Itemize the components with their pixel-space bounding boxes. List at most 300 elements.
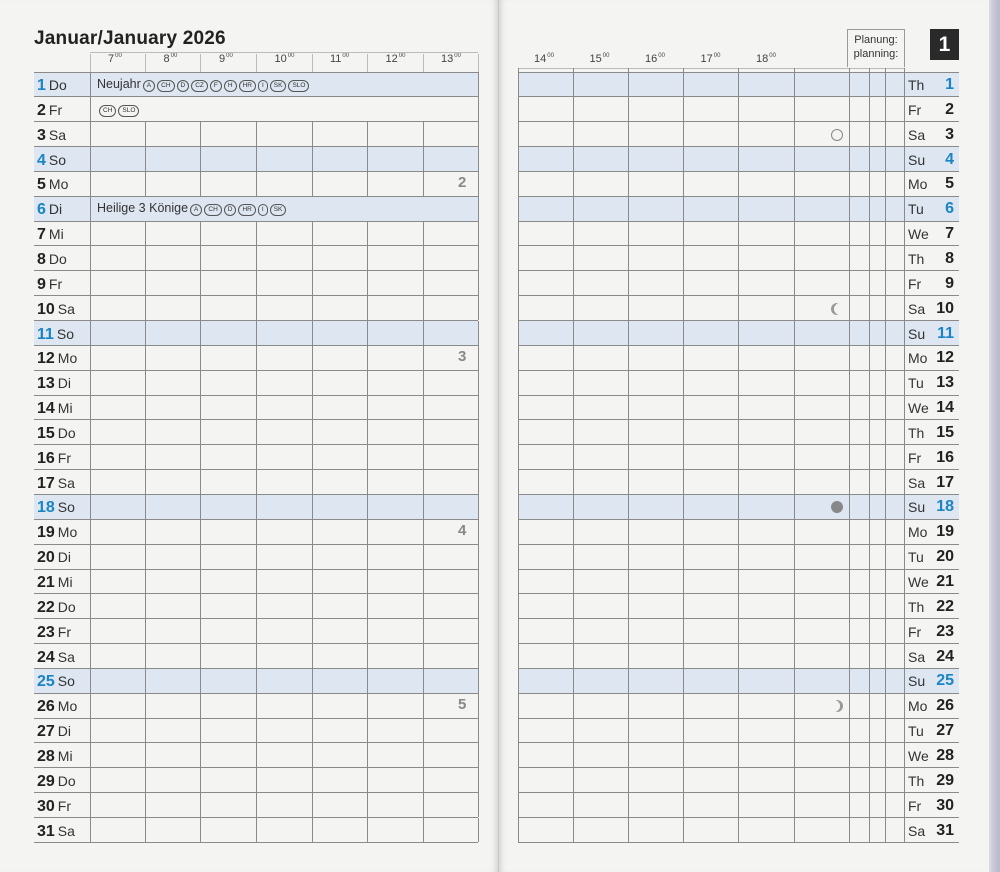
column-line: [423, 693, 424, 718]
moon-full-outline-icon: [831, 129, 843, 141]
column-line: [849, 68, 850, 842]
column-line: [312, 271, 313, 296]
weekday-de: Sa: [57, 300, 75, 317]
column-line: [312, 594, 313, 619]
column-line: [200, 519, 201, 544]
column-line: [423, 370, 424, 395]
column-line: [885, 68, 886, 842]
country-chip: CH: [99, 105, 116, 117]
column-line: [478, 519, 479, 544]
column-line: [200, 768, 201, 793]
right-day-label-3: [908, 125, 954, 145]
day-number: 14: [37, 400, 55, 418]
row-line-left: [34, 96, 478, 97]
right-day-label-12: [908, 349, 954, 368]
right-day-label-14: [908, 399, 954, 418]
weekday-en: Tu: [908, 549, 924, 566]
column-line: [200, 171, 201, 196]
day-label-21: [37, 573, 73, 592]
column-line: [145, 743, 146, 768]
right-day-label-7: [908, 225, 954, 244]
column-line: [423, 718, 424, 743]
day-number: 1: [37, 77, 46, 94]
weekday-de: Fr: [48, 275, 63, 292]
column-line: [367, 271, 368, 296]
column-line: [478, 619, 479, 644]
right-day-label-27: [908, 722, 954, 741]
column-line: [90, 594, 91, 619]
weekday-en: Su: [908, 499, 926, 516]
day-number: 12: [37, 350, 55, 368]
column-line: [145, 619, 146, 644]
day-number: 20: [37, 549, 55, 567]
column-line: [312, 494, 313, 519]
weekday-en: Th: [908, 772, 925, 789]
column-line: [312, 619, 313, 644]
column-line: [478, 644, 479, 669]
day-number: 11: [37, 325, 54, 343]
column-line: [145, 818, 146, 843]
column-line: [478, 370, 479, 395]
day-label-18: [37, 498, 75, 517]
weekday-en: Mo: [908, 176, 928, 193]
weekday-en: Th: [908, 77, 925, 93]
weekday-de: Di: [57, 723, 72, 740]
column-line: [145, 718, 146, 743]
day-label-26: [37, 697, 77, 716]
column-line: [367, 345, 368, 370]
day-label-14: [37, 399, 73, 418]
column-line: [478, 693, 479, 718]
day-number: 13: [936, 374, 954, 392]
column-line: [312, 445, 313, 470]
day-number: 21: [37, 574, 55, 591]
day-number: 16: [37, 449, 55, 467]
column-line: [90, 345, 91, 370]
day-number: 16: [936, 448, 954, 466]
right-day-label-2: [908, 100, 954, 120]
column-line: [256, 321, 257, 346]
column-line: [518, 68, 519, 842]
day-number: 21: [936, 573, 954, 590]
right-day-label-25: [908, 672, 954, 691]
country-chip: HR: [238, 204, 255, 216]
column-line: [367, 395, 368, 420]
day-label-19: [37, 523, 77, 542]
weekday-de: So: [57, 673, 75, 690]
column-line: [145, 171, 146, 196]
column-line: [794, 68, 795, 842]
column-line: [367, 693, 368, 718]
day-number: 26: [37, 698, 55, 716]
column-line: [90, 420, 91, 445]
column-line: [367, 122, 368, 147]
column-line: [256, 693, 257, 718]
column-line: [312, 122, 313, 147]
day-number: 8: [945, 249, 954, 267]
day-number: 24: [936, 647, 954, 665]
column-line: [478, 594, 479, 619]
column-line: [478, 321, 479, 346]
column-line: [478, 171, 479, 196]
hour-label: $15^{00}$: [589, 53, 610, 65]
right-day-label-20: [908, 548, 954, 567]
weekday-en: Su: [908, 151, 926, 168]
day-number: 8: [37, 250, 46, 268]
day-number: 10: [37, 300, 55, 318]
column-line: [145, 296, 146, 321]
column-line: [90, 519, 91, 544]
day-label-8: [37, 250, 67, 269]
hour-label: $10^{00}$: [274, 53, 295, 65]
column-line: [478, 569, 479, 594]
column-line: [90, 196, 91, 221]
column-line: [256, 494, 257, 519]
column-line: [423, 296, 424, 321]
day-number: 23: [936, 622, 954, 640]
right-day-label-30: [908, 796, 954, 816]
column-line: [256, 544, 257, 569]
weekday-en: Su: [908, 673, 926, 690]
day-label-31: [37, 822, 75, 841]
column-line: [312, 246, 313, 271]
column-line: [423, 768, 424, 793]
weekday-de: Di: [57, 375, 72, 392]
right-day-label-16: [908, 448, 954, 468]
day-number: 18: [936, 498, 954, 516]
hour-label: $13^{00}$: [441, 53, 461, 65]
column-line: [478, 296, 479, 321]
day-label-5: [37, 175, 68, 194]
weekday-de: Mo: [57, 524, 78, 541]
column-line: [478, 72, 479, 97]
column-line: [145, 395, 146, 420]
right-day-label-13: [908, 374, 954, 393]
column-line: [367, 519, 368, 544]
column-line: [145, 345, 146, 370]
column-line: [145, 420, 146, 445]
right-day-label-29: [908, 771, 954, 791]
column-line: [423, 246, 424, 271]
day-number: 3: [37, 126, 46, 144]
day-number: 17: [936, 473, 954, 491]
hour-label: $7^{00}$: [108, 53, 122, 65]
column-line: [423, 494, 424, 519]
column-line: [423, 569, 424, 594]
day-number: 24: [37, 648, 55, 666]
column-line: [312, 171, 313, 196]
column-line: [200, 718, 201, 743]
column-line: [90, 271, 91, 296]
hour-label: $12^{00}$: [385, 53, 406, 65]
day-label-9: [37, 275, 62, 294]
column-line: [478, 743, 479, 768]
right-day-label-28: [908, 746, 954, 766]
column-line: [200, 147, 201, 172]
weekday-de: Mo: [57, 698, 78, 715]
day-number: 4: [945, 150, 954, 168]
day-number: 7: [37, 226, 46, 244]
column-line: [256, 271, 257, 296]
column-line: [145, 519, 146, 544]
column-line: [312, 793, 313, 818]
column-line: [90, 544, 91, 569]
column-line: [478, 147, 479, 172]
column-line: [312, 693, 313, 718]
hour-label: $11^{00}$: [330, 53, 350, 65]
column-line: [423, 321, 424, 346]
hour-label: $14^{00}$: [534, 53, 554, 65]
day-number: 9: [945, 274, 954, 292]
right-day-label-18: [908, 498, 954, 517]
day-number: 31: [37, 822, 55, 840]
weekday-de: Mo: [48, 176, 69, 193]
hour-label: $16^{00}$: [645, 53, 665, 65]
day-label-20: [37, 548, 71, 567]
country-chip: D: [224, 204, 237, 216]
column-line: [256, 818, 257, 843]
column-line: [478, 768, 479, 793]
column-line: [145, 445, 146, 470]
country-chip: SK: [270, 204, 287, 216]
column-line: [256, 644, 257, 669]
holiday-note: [97, 77, 309, 92]
weekday-en: We: [908, 574, 929, 590]
day-number: 6: [37, 201, 46, 219]
weekday-en: Fr: [908, 449, 922, 466]
weekday-de: Do: [57, 598, 76, 615]
weekday-en: Sa: [908, 474, 926, 491]
planning-label-en: planning:: [853, 48, 899, 60]
column-line: [256, 395, 257, 420]
column-line: [478, 54, 479, 72]
column-line: [200, 818, 201, 843]
column-line: [256, 445, 257, 470]
right-day-label-23: [908, 622, 954, 642]
column-line: [200, 54, 201, 72]
day-label-11: [37, 325, 74, 344]
weekday-de: Di: [48, 201, 63, 218]
column-line: [367, 420, 368, 445]
column-line: [256, 171, 257, 196]
column-line: [423, 221, 424, 246]
column-line: [478, 420, 479, 445]
page-edge: [989, 0, 1000, 872]
day-label-4: [37, 151, 66, 170]
right-day-label-9: [908, 274, 954, 294]
weekday-de: Di: [57, 549, 72, 566]
right-day-label-22: [908, 597, 954, 617]
day-number: 2: [945, 100, 954, 118]
column-line: [90, 246, 91, 271]
column-line: [145, 122, 146, 147]
day-number: 19: [37, 524, 55, 542]
right-day-label-6: [908, 200, 954, 219]
weekday-en: We: [908, 400, 929, 417]
column-line: [367, 818, 368, 843]
column-line: [200, 395, 201, 420]
column-line: [90, 793, 91, 818]
column-line: [145, 246, 146, 271]
column-line: [423, 644, 424, 669]
column-line: [200, 619, 201, 644]
weekday-en: Tu: [908, 201, 924, 218]
column-line: [683, 68, 684, 842]
column-line: [90, 370, 91, 395]
day-number: 10: [936, 299, 954, 317]
column-line: [367, 644, 368, 669]
column-line: [478, 793, 479, 818]
column-line: [367, 221, 368, 246]
weekday-en: Sa: [908, 300, 926, 317]
column-line: [312, 668, 313, 693]
column-line: [200, 246, 201, 271]
column-line: [367, 445, 368, 470]
column-line: [90, 221, 91, 246]
right-day-label-26: [908, 697, 954, 716]
right-day-label-15: [908, 423, 954, 443]
hour-label: $17^{00}$: [700, 53, 721, 65]
column-line: [90, 718, 91, 743]
column-line: [312, 470, 313, 495]
weekday-en: Mo: [908, 350, 928, 367]
weekday-en: Sa: [908, 648, 926, 665]
column-line: [90, 569, 91, 594]
column-line: [145, 271, 146, 296]
day-number: 15: [37, 424, 55, 442]
weekday-de: Sa: [57, 648, 75, 665]
day-number: 6: [945, 200, 954, 218]
column-line: [312, 370, 313, 395]
header-line-right: [518, 68, 904, 69]
day-number: 17: [37, 474, 55, 492]
column-line: [312, 54, 313, 72]
column-line: [367, 768, 368, 793]
column-line: [423, 147, 424, 172]
day-number: 22: [936, 597, 954, 615]
column-line: [423, 818, 424, 843]
column-line: [200, 569, 201, 594]
country-chip: F: [210, 80, 222, 92]
day-label-23: [37, 623, 71, 642]
right-day-label-19: [908, 523, 954, 542]
weekday-de: So: [48, 151, 67, 168]
column-line: [145, 644, 146, 669]
column-line: [256, 420, 257, 445]
column-line: [256, 147, 257, 172]
weekday-de: Mo: [57, 350, 78, 367]
day-number: 29: [37, 772, 55, 790]
page-title: Januar/January 2026: [34, 28, 226, 49]
column-line: [904, 68, 905, 842]
column-line: [200, 221, 201, 246]
column-line: [256, 122, 257, 147]
column-line: [200, 693, 201, 718]
country-chip: SK: [270, 80, 287, 92]
column-line: [367, 246, 368, 271]
weekday-en: Sa: [908, 822, 926, 839]
column-line: [200, 321, 201, 346]
column-line: [423, 171, 424, 196]
column-line: [145, 54, 146, 72]
column-line: [312, 768, 313, 793]
column-line: [367, 147, 368, 172]
column-line: [256, 54, 257, 72]
day-number: 18: [37, 499, 55, 517]
column-line: [367, 793, 368, 818]
weekday-en: We: [908, 747, 929, 764]
day-number: 20: [936, 548, 954, 566]
right-day-label-4: [908, 150, 954, 170]
column-line: [312, 395, 313, 420]
column-line: [145, 221, 146, 246]
column-line: [869, 68, 870, 842]
column-line: [478, 494, 479, 519]
column-line: [478, 246, 479, 271]
day-number: 15: [936, 423, 954, 441]
country-chip: CH: [204, 204, 221, 216]
column-line: [90, 445, 91, 470]
day-number: 14: [936, 399, 954, 417]
weekday-de: Sa: [57, 474, 75, 491]
right-day-label-5: [908, 175, 954, 194]
country-chip: H: [224, 80, 237, 92]
weekday-en: Tu: [908, 375, 924, 392]
day-label-6: [37, 200, 62, 219]
right-day-label-8: [908, 249, 954, 269]
column-line: [423, 619, 424, 644]
column-line: [573, 68, 574, 842]
day-number: 11: [937, 324, 954, 342]
column-line: [200, 470, 201, 495]
column-line: [367, 171, 368, 196]
column-line: [145, 147, 146, 172]
column-line: [423, 345, 424, 370]
day-number: 28: [37, 747, 55, 765]
weekday-en: Mo: [908, 698, 928, 715]
column-line: [423, 271, 424, 296]
column-line: [423, 594, 424, 619]
right-day-label-1: [908, 76, 954, 95]
weekday-de: Mi: [57, 747, 73, 764]
day-number: 31: [936, 821, 954, 839]
column-line: [90, 97, 91, 122]
day-number: 13: [37, 375, 55, 393]
column-line: [200, 271, 201, 296]
weekday-en: We: [908, 226, 929, 243]
column-line: [200, 370, 201, 395]
column-line: [423, 395, 424, 420]
weekday-en: Tu: [908, 723, 924, 740]
weekday-de: Mi: [57, 400, 73, 417]
column-line: [256, 345, 257, 370]
weekday-de: Fr: [48, 101, 63, 118]
column-line: [423, 54, 424, 72]
column-line: [90, 818, 91, 843]
column-line: [367, 619, 368, 644]
column-line: [200, 445, 201, 470]
column-line: [256, 370, 257, 395]
column-line: [738, 68, 739, 842]
holiday-name: Heilige 3 Könige: [97, 201, 189, 216]
column-line: [367, 321, 368, 346]
column-line: [312, 544, 313, 569]
column-line: [367, 470, 368, 495]
planning-label-de: Planung:: [854, 34, 898, 46]
weekday-en: Fr: [908, 275, 922, 292]
column-line: [423, 420, 424, 445]
weekday-de: Mi: [48, 226, 64, 243]
